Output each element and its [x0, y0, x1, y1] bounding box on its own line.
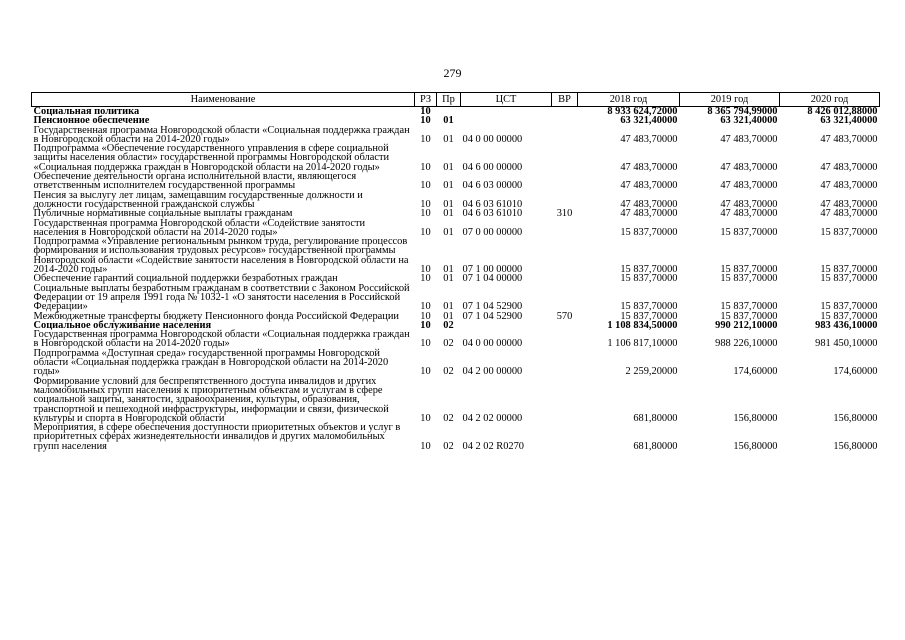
row-cst: 07 1 04 52900: [462, 301, 523, 313]
row-value-2020: 15 837,70000: [820, 310, 878, 322]
row-value-2018: 681,80000: [633, 440, 678, 452]
row-pr: 01: [443, 226, 454, 238]
table-row: [32, 126, 880, 145]
row-rz: 10: [420, 115, 431, 127]
row-value-2018: 15 837,70000: [620, 310, 678, 322]
row-vr: [552, 172, 578, 191]
row-rz: 10: [420, 264, 431, 276]
row-rz: 10: [420, 226, 431, 238]
row-value-2018: 15 837,70000: [620, 301, 678, 313]
row-name: Социальные выплаты безработным гражданам в соответствии с Законом Российской Федерации от 19 апреля 1991 года № 1032-1 «О занятости населения в Российской Федерации»: [33, 282, 410, 313]
row-cst: 04 2 02 00000: [462, 412, 523, 424]
table-row: [32, 172, 880, 191]
row-name: Публичные нормативные социальные выплаты гражданам: [33, 208, 293, 220]
row-pr: 01: [443, 180, 454, 192]
row-rz: 10: [420, 412, 431, 424]
row-vr: [552, 321, 578, 330]
row-value-2019: 15 837,70000: [720, 273, 778, 285]
row-value-2019: 156,80000: [733, 440, 778, 452]
row-value-2020: 981 450,10000: [815, 338, 878, 350]
col-header-rz: РЗ: [415, 93, 437, 107]
row-value-2018: 1 108 834,50000: [607, 319, 678, 331]
table-body: [32, 107, 880, 451]
row-name: Пенсия за выслугу лет лицам, замещавшим государственные должности и должности государственной гражданской службы: [33, 189, 363, 210]
table-row: [32, 284, 880, 312]
row-rz: 10: [420, 301, 431, 313]
row-rz: 10: [420, 133, 431, 145]
row-value-2020: 47 483,70000: [820, 180, 878, 192]
row-value-2019: 47 483,70000: [720, 133, 778, 145]
row-value-2019: 174,60000: [733, 366, 778, 378]
row-name: Межбюджетные трансферты бюджету Пенсионного фонда Российской Федерации: [33, 310, 399, 322]
col-header-cst: ЦСТ: [461, 93, 552, 107]
row-value-2020: 983 436,10000: [815, 319, 878, 331]
row-name: Обеспечение деятельности органа исполнительной власти, являющегося ответственным исполнителем государственной программы: [33, 171, 357, 192]
row-pr: 02: [443, 319, 454, 331]
row-value-2019: 8 365 794,99000: [707, 106, 778, 117]
row-value-2018: 63 321,40000: [620, 115, 678, 127]
row-value-2019: 15 837,70000: [720, 301, 778, 313]
row-value-2020: 15 837,70000: [820, 301, 878, 313]
row-pr: 01: [443, 301, 454, 313]
row-value-2019: 15 837,70000: [720, 264, 778, 276]
col-header-2020: 2020 год: [780, 93, 880, 107]
row-value-2019: 15 837,70000: [720, 226, 778, 238]
row-value-2019: 47 483,70000: [720, 161, 778, 173]
row-vr: 310: [556, 208, 573, 220]
row-value-2018: 47 483,70000: [620, 198, 678, 210]
row-name: Государственная программа Новгородской области «Социальная поддержка граждан в Новгородской области на 2014-2020 годы»: [33, 124, 410, 145]
row-value-2020: 47 483,70000: [820, 198, 878, 210]
row-value-2018: 47 483,70000: [620, 208, 678, 220]
row-name: Государственная программа Новгородской области «Содействие занятости населения в Новгородской области на 2014-2020 годы»: [33, 217, 366, 238]
row-vr: [552, 126, 578, 145]
table-row: [32, 423, 880, 451]
row-cst: 07 1 04 52900: [462, 310, 523, 322]
row-name: Мероприятия, в сфере обеспечения доступности приоритетных объектов и услуг в приоритетных сферах жизнедеятельности инвалидов и других маломобильных групп населения: [33, 422, 401, 452]
row-value-2020: 156,80000: [833, 440, 878, 452]
row-value-2018: 47 483,70000: [620, 133, 678, 145]
row-vr: 570: [556, 310, 573, 322]
row-rz: 10: [420, 338, 431, 350]
row-cst: 07 1 04 00000: [462, 273, 523, 285]
row-vr: [552, 191, 578, 210]
row-cst: 04 6 03 61010: [462, 208, 523, 220]
row-value-2018: 47 483,70000: [620, 161, 678, 173]
row-pr: 01: [443, 208, 454, 220]
row-vr: [552, 107, 578, 117]
row-value-2018: 8 933 624,72000: [607, 106, 678, 117]
row-value-2020: 15 837,70000: [820, 264, 878, 276]
row-pr: 02: [443, 440, 454, 452]
page-number: 279: [443, 66, 462, 80]
table-header-row: [32, 93, 880, 107]
row-value-2019: 990 212,10000: [715, 319, 778, 331]
budget-table: [31, 92, 880, 451]
row-rz: 10: [420, 366, 431, 378]
row-cst: 04 0 00 00000: [462, 133, 523, 145]
row-value-2020: 174,60000: [833, 366, 878, 378]
row-value-2020: 47 483,70000: [820, 161, 878, 173]
row-rz: 10: [420, 198, 431, 210]
table-row: [32, 191, 880, 210]
row-pr: 02: [443, 338, 454, 350]
row-vr: [552, 284, 578, 312]
row-vr: [552, 377, 578, 423]
row-name: Подпрограмма «Доступная среда» государственной программы Новгородской области «Социальная поддержка граждан в Новгородской области на 2014-2020 годы»: [33, 347, 389, 378]
row-pr: 01: [443, 161, 454, 173]
table-row: [32, 219, 880, 238]
row-pr: 01: [443, 133, 454, 145]
row-cst: 04 6 03 61010: [462, 198, 523, 210]
col-header-vr: ВР: [552, 93, 578, 107]
row-pr: 01: [443, 264, 454, 276]
row-cst: [461, 107, 552, 117]
row-cst: [461, 116, 552, 125]
row-name: Обеспечение гарантий социальной поддержки безработных граждан: [33, 273, 338, 285]
row-cst: 07 0 00 00000: [462, 226, 523, 238]
row-value-2018: 2 259,20000: [625, 366, 678, 378]
table-row: [32, 330, 880, 349]
row-name: Социальная политика: [33, 106, 140, 117]
row-pr: 01: [443, 310, 454, 322]
row-name: Подпрограмма «Управление региональным рынком труда, регулирование процессов формирования и использования трудовых ресурсов» государственной программы Новгородской области «Содействие занятости населения в Новгородской области на 2014-2020 годы»: [33, 236, 409, 276]
col-header-pr: Пр: [437, 93, 461, 107]
row-rz: 10: [420, 161, 431, 173]
row-pr: 01: [443, 115, 454, 127]
row-cst: 04 2 02 R0270: [462, 440, 524, 452]
row-cst: [461, 321, 552, 330]
row-name: Государственная программа Новгородской области «Социальная поддержка граждан в Новгородской области на 2014-2020 годы»: [33, 329, 410, 350]
row-vr: [552, 219, 578, 238]
row-rz: 10: [420, 208, 431, 220]
row-value-2018: 47 483,70000: [620, 180, 678, 192]
row-rz: 10: [420, 273, 431, 285]
row-value-2018: 15 837,70000: [620, 273, 678, 285]
row-vr: [552, 274, 578, 283]
row-value-2019: 63 321,40000: [720, 115, 778, 127]
row-value-2018: 1 106 817,10000: [607, 338, 678, 350]
row-cst: 04 2 00 00000: [462, 366, 523, 378]
table-row: [32, 237, 880, 274]
row-vr: [552, 144, 578, 172]
row-value-2020: 15 837,70000: [820, 273, 878, 285]
row-value-2020: 15 837,70000: [820, 226, 878, 238]
row-value-2019: 156,80000: [733, 412, 778, 424]
row-value-2020: 47 483,70000: [820, 208, 878, 220]
row-name: Пенсионное обеспечение: [33, 115, 150, 127]
row-cst: 04 6 00 00000: [462, 161, 523, 173]
row-rz: 10: [420, 106, 431, 117]
row-pr: 02: [443, 366, 454, 378]
table-row: [32, 349, 880, 377]
row-rz: 10: [420, 180, 431, 192]
row-value-2019: 988 226,10000: [715, 338, 778, 350]
row-value-2019: 47 483,70000: [720, 180, 778, 192]
row-pr: 01: [443, 198, 454, 210]
row-cst: 04 0 00 00000: [462, 338, 523, 350]
col-header-name: Наименование: [32, 93, 415, 107]
row-vr: [552, 330, 578, 349]
row-rz: 10: [420, 310, 431, 322]
row-pr: 01: [443, 273, 454, 285]
col-header-2019: 2019 год: [680, 93, 780, 107]
row-name: Подпрограмма «Обеспечение государственного управления в сфере социальной защиты населения области» государственной программы Новгородской области «Социальная поддержка граждан в Новгородской области на 2014-2020 годы»: [33, 143, 390, 173]
row-value-2018: 15 837,70000: [620, 226, 678, 238]
row-cst: 04 6 03 00000: [462, 180, 523, 192]
row-value-2020: 63 321,40000: [820, 115, 878, 127]
row-value-2020: 8 426 012,88000: [807, 106, 878, 117]
table-row: [32, 144, 880, 172]
col-header-2018: 2018 год: [578, 93, 680, 107]
table-row: [32, 377, 880, 423]
row-value-2020: 47 483,70000: [820, 133, 878, 145]
row-vr: [552, 237, 578, 274]
row-name: Формирование условий для беспрепятственного доступа инвалидов и других маломобильных групп населения к приоритетным объектам и услугам в сфере социальной защиты, занятости, здравоохранения, культуры, образования, транспортной и пешеходной инфраструктуры, информации и связи, физической культуры и спорта в Новгородской области: [33, 375, 389, 424]
row-cst: 07 1 00 00000: [462, 264, 523, 276]
row-vr: [552, 349, 578, 377]
row-rz: 10: [420, 319, 431, 331]
row-value-2019: 15 837,70000: [720, 310, 778, 322]
row-value-2018: 15 837,70000: [620, 264, 678, 276]
row-value-2019: 47 483,70000: [720, 198, 778, 210]
row-value-2019: 47 483,70000: [720, 208, 778, 220]
row-rz: 10: [420, 440, 431, 452]
row-vr: [552, 423, 578, 451]
row-vr: [552, 116, 578, 125]
row-name: Социальное обслуживание населения: [33, 319, 212, 331]
row-value-2018: 681,80000: [633, 412, 678, 424]
row-value-2020: 156,80000: [833, 412, 878, 424]
row-pr: 02: [443, 412, 454, 424]
